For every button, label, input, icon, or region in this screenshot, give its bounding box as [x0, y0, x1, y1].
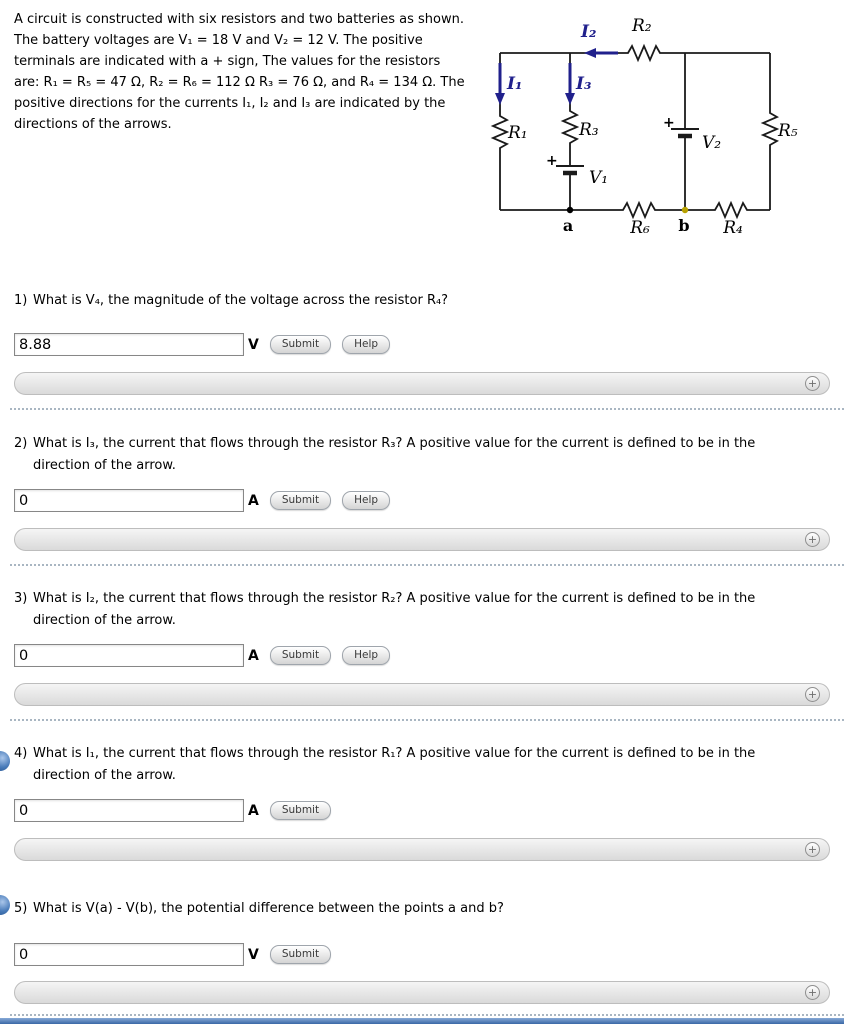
question-line: What is I₁, the current that flows through the resistor R₁? A positive value for the current is defined to be in the [33, 746, 756, 761]
unit-label: V [248, 946, 259, 963]
question-number: 1) [14, 293, 28, 308]
help-button[interactable]: Help [342, 335, 390, 354]
problem-line: positive directions for the currents I₁, I₂ and I₃ are indicated by the [14, 96, 446, 111]
circuit-diagram [480, 5, 820, 253]
feedback-bar[interactable] [14, 683, 830, 706]
label-v1: V₁ [589, 168, 609, 188]
battery-v2 [671, 129, 699, 136]
question-3-text [14, 588, 755, 631]
resistor-r5 [763, 110, 777, 150]
help-button[interactable]: Help [342, 646, 390, 665]
separator [10, 564, 844, 566]
problem-line: are: R₁ = R₅ = 47 Ω, R₂ = R₆ = 112 Ω R₃ = 76 Ω, and R₄ = 134 Ω. The [14, 75, 465, 90]
question-5-text [14, 898, 504, 920]
question-2-answer-row [14, 489, 390, 512]
question-number: 5) [14, 901, 28, 916]
question-2-text [14, 433, 755, 476]
question-1-answer-row [14, 333, 390, 356]
plus-sign-v2: + [663, 115, 675, 131]
problem-line: The battery voltages are V₁ = 18 V and V₂ = 12 V. The positive [14, 33, 423, 48]
answer-input[interactable] [14, 489, 244, 512]
problem-line: terminals are indicated with a + sign, The values for the resistors [14, 54, 441, 69]
unit-label: A [248, 802, 259, 819]
expand-plus-icon[interactable]: + [805, 532, 820, 547]
problem-statement [14, 9, 465, 135]
arrow-i1-icon [495, 93, 505, 105]
question-5-answer-row [14, 943, 331, 966]
question-4-text [14, 743, 755, 786]
label-r2: R₂ [632, 16, 652, 36]
answer-input[interactable] [14, 943, 244, 966]
arrow-i2-icon [584, 48, 596, 58]
unit-label: A [248, 492, 259, 509]
unit-label: V [248, 336, 259, 353]
answer-input[interactable] [14, 644, 244, 667]
help-button[interactable]: Help [342, 491, 390, 510]
label-i3: I₃ [576, 74, 592, 94]
expand-plus-icon[interactable]: + [805, 687, 820, 702]
submit-button[interactable]: Submit [270, 945, 331, 964]
circuit-wires [493, 46, 777, 217]
separator [10, 1014, 844, 1016]
submit-button[interactable]: Submit [270, 646, 331, 665]
expand-plus-icon[interactable]: + [805, 842, 820, 857]
note-balloon-icon[interactable] [0, 751, 10, 771]
label-i1: I₁ [507, 74, 523, 94]
question-line: What is V(a) - V(b), the potential difference between the points a and b? [33, 901, 504, 916]
unit-label: A [248, 647, 259, 664]
submit-button[interactable]: Submit [270, 491, 331, 510]
question-4-answer-row [14, 799, 331, 822]
problem-line: directions of the arrows. [14, 117, 172, 132]
question-number: 2) [14, 436, 28, 451]
arrow-i3-icon [565, 93, 575, 105]
label-r3: R₃ [579, 120, 599, 140]
question-line: What is V₄, the magnitude of the voltage across the resistor R₄? [33, 293, 449, 308]
submit-button[interactable]: Submit [270, 335, 331, 354]
label-node-b: b [678, 216, 690, 235]
question-1-text [14, 290, 448, 312]
next-section-header-bar [0, 1018, 844, 1024]
question-line: What is I₃, the current that flows through the resistor R₃? A positive value for the current is defined to be in the [33, 436, 756, 451]
expand-plus-icon[interactable]: + [805, 985, 820, 1000]
label-node-a: a [562, 216, 574, 235]
plus-sign-v1: + [546, 153, 558, 169]
resistor-r4 [712, 203, 752, 217]
expand-plus-icon[interactable]: + [805, 376, 820, 391]
feedback-bar[interactable] [14, 372, 830, 395]
question-number: 4) [14, 746, 28, 761]
label-r4: R₄ [723, 218, 743, 238]
resistor-r1 [493, 113, 507, 153]
feedback-bar[interactable] [14, 838, 830, 861]
node-b-dot [682, 207, 688, 213]
answer-input[interactable] [14, 333, 244, 356]
question-3-answer-row [14, 644, 390, 667]
resistor-r3 [563, 108, 577, 148]
problem-line: A circuit is constructed with six resistors and two batteries as shown. [14, 12, 464, 27]
question-number: 3) [14, 591, 28, 606]
feedback-bar[interactable] [14, 528, 830, 551]
label-v2: V₂ [702, 133, 722, 153]
answer-input[interactable] [14, 799, 244, 822]
submit-button[interactable]: Submit [270, 801, 331, 820]
separator [10, 719, 844, 721]
separator [10, 408, 844, 410]
label-r1: R₁ [508, 123, 528, 143]
label-r6: R₆ [630, 218, 650, 238]
question-line: direction of the arrow. [33, 457, 176, 473]
note-balloon-icon[interactable] [0, 895, 10, 915]
label-r5: R₅ [778, 121, 798, 141]
question-line: direction of the arrow. [33, 767, 176, 783]
resistor-r2 [625, 46, 665, 60]
label-i2: I₂ [581, 22, 597, 42]
question-line: direction of the arrow. [33, 612, 176, 628]
battery-v1 [556, 166, 584, 173]
question-line: What is I₂, the current that flows through the resistor R₂? A positive value for the current is defined to be in the [33, 591, 756, 606]
node-a-dot [567, 207, 573, 213]
feedback-bar[interactable] [14, 981, 830, 1004]
resistor-r6 [620, 203, 660, 217]
